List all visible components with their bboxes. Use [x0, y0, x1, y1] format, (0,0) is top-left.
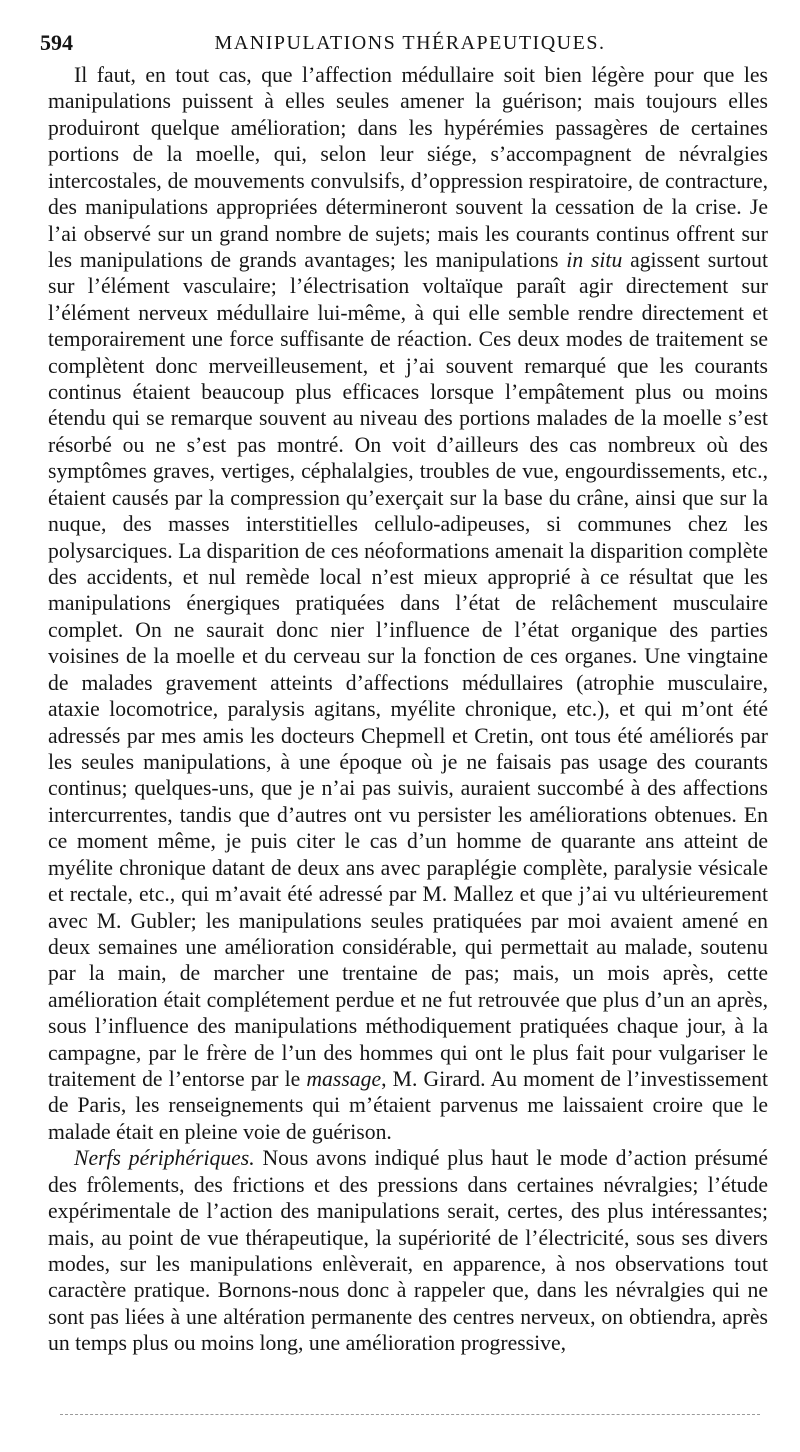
body-text	[48, 62, 768, 1357]
running-title: MANIPULATIONS THÉRAPEUTIQUES.	[214, 32, 606, 54]
footer-rule	[60, 1414, 760, 1415]
paragraph-text: , M. Girard. Au moment de l’investissement de Paris, les renseignements qui m’étaient parvenus me laissaient croire que le malade était en pleine voie de guérison.	[48, 1067, 768, 1144]
page-header	[40, 30, 780, 58]
paragraph-peripheral-nerves	[48, 1145, 768, 1356]
paragraph-spinal-cord	[48, 62, 768, 1145]
section-heading: Nerfs périphériques.	[74, 1146, 255, 1171]
paragraph-text: agissent surtout sur l’élément vasculaire; l’électrisation voltaïque paraît agir directement sur l’élément nerveux médullaire lui-même, à qui elle semble rendre directement et temporairement une force suffisante de réaction. Ces deux modes de traitement se complètent donc merveilleusement, et j’ai souvent remarqué que les courants continus étaient beaucoup plus efficaces lorsque l’empâtement plus ou moins étendu qui se remarque souvent au niveau des portions malades de la moelle s’est résorbé ou ne s’est pas montré. On voit d’ailleurs des cas nombreux où des symptômes graves, vertiges, céphalalgies, troubles de vue, engourdissements, etc., étaient causés par la compression qu’exerçait sur la base du crâne, ainsi que sur la nuque, des masses interstitielles cellulo-adipeuses, si communes chez les polysarciques. La disparition de ces néoformations amenait la disparition complète des accidents, et nul remède local n’est mieux approprié à ce résultat que les manipulations énergiques pratiquées dans l’état de relâchement musculaire complet. On ne saurait donc nier l’influence de l’état organique des parties voisines de la moelle et du cerveau sur la fonction de ces organes. Une vingtaine de malades gravement atteints d’affections médullaires (atrophie musculaire, ataxie locomotrice, paralysis agitans, myélite chronique, etc.), et qui m’ont été adressés par mes amis les docteurs Chepmell et Cretin, ont tous été améliorés par les seules manipulations, à une époque où je ne faisais pas usage des courants continus; quelques-uns, que je n’ai pas suivis, auraient succombé à des affections intercurrentes, tandis que d’autres ont vu persister les améliorations obtenues. En ce moment même, je puis citer le cas d’un homme de quarante ans atteint de myélite chronique datant de deux ans avec paraplégie complète, paralysie vésicale et rectale, etc., qui m’avait été adressé par M. Mallez et que j’ai vu ultérieurement avec M. Gubler; les manipulations seules pratiquées par moi avaient amené en deux semaines une amélioration considérable, qui permettait au malade, soutenu par la main, de marcher une trentaine de pas; mais, un mois après, cette amélioration était complétement perdue et ne fut retrouvée que plus d’un an après, sous l’influence des manipulations méthodiquement pratiquées chaque jour, à la campagne, par le frère de l’un des hommes qui ont le plus fait pour vulgariser le traitement de l’entorse par le	[48, 247, 768, 1092]
page-number: 594	[40, 30, 73, 55]
paragraph-text: Nous avons indiqué plus haut le mode d’action présumé des frôlements, des frictions et des pressions dans certaines névralgies; l’étude expérimentale de l’action des manipulations serait, certes, des plus intéressantes; mais, au point de vue thérapeutique, la supériorité de l’électricité, sous ses divers modes, sur les manipulations enlèverait, en apparence, à nos observations tout caractère pratique. Bornons-nous donc à rappeler que, dans les névralgies qui ne sont pas liées à une altération permanente des centres nerveux, on obtiendra, après un temps plus ou moins long, une amélioration progressive,	[48, 1146, 768, 1356]
paragraph-text: Il faut, en tout cas, que l’affection médullaire soit bien légère pour que les manipulations puissent à elles seules amener la guérison; mais toujours elles produiront quelque amélioration; dans les hypérémies passagères de certaines portions de la moelle, qui, selon leur siége, s’accompagnent de névralgies intercostales, de mouvements convulsifs, d’oppression respiratoire, de contracture, des manipulations appropriées détermineront souvent la cessation de la crise. Je l’ai observé sur un grand nombre de sujets; mais les courants continus offrent sur les manipulations de grands avantages; les manipulations	[48, 63, 768, 272]
italic-term: massage	[306, 1067, 382, 1092]
italic-term: in situ	[566, 247, 623, 272]
